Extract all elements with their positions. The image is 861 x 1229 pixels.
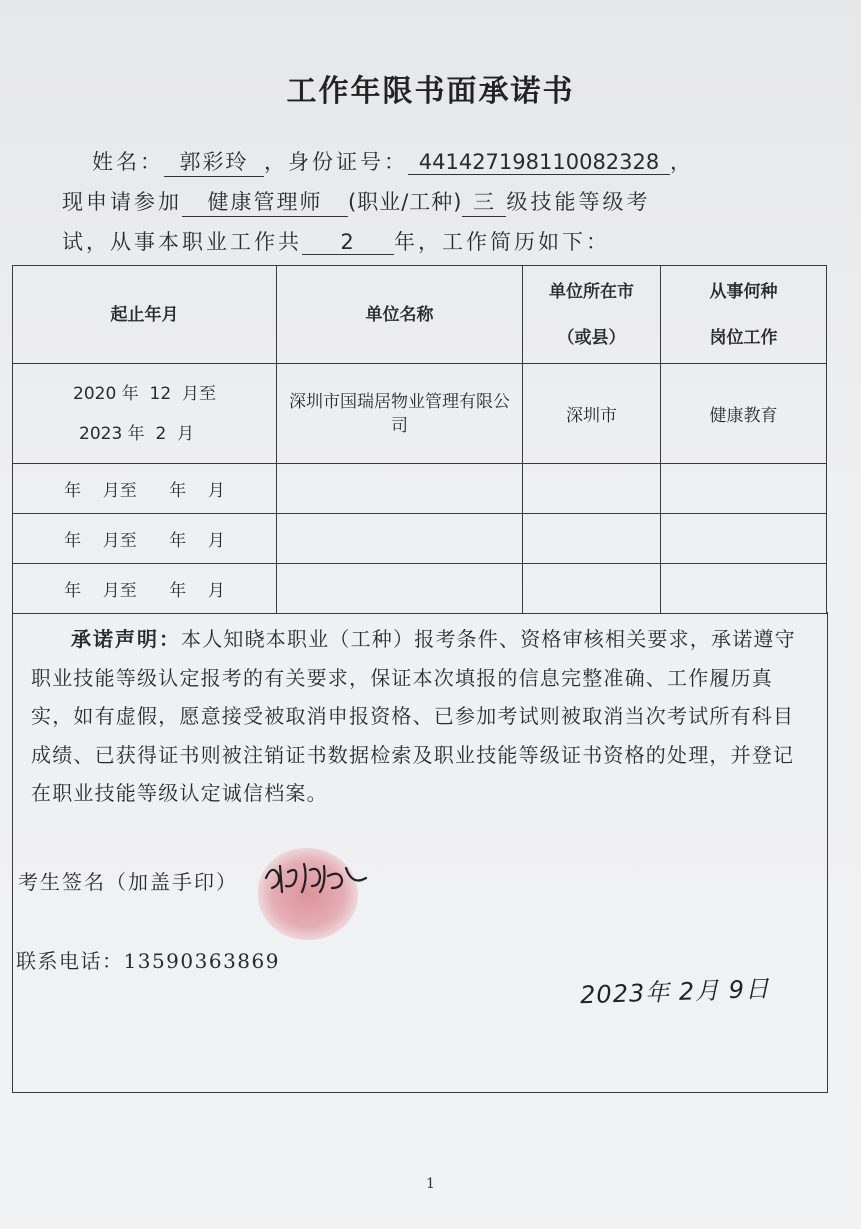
header-city — [523, 266, 661, 364]
row1-period — [13, 364, 277, 464]
header-period: 起止年月 — [13, 266, 277, 364]
phone-label: 联系电话： — [16, 949, 124, 973]
table-row — [13, 564, 827, 614]
level-value: 三 — [462, 186, 506, 217]
phone-value: 13590363869 — [123, 949, 280, 973]
name-label: 姓名： — [92, 150, 164, 174]
row2-city — [523, 464, 661, 514]
header-position-line1: 从事何种 — [709, 281, 778, 302]
intro-line-3 — [62, 226, 610, 256]
row3-position — [661, 514, 827, 564]
years-suffix: 年，工作简历如下： — [394, 230, 610, 254]
header-city-line2: （或县） — [557, 327, 626, 348]
row1-period-line2: 2023 年 2 月 — [79, 423, 195, 444]
row4-position — [661, 564, 827, 614]
table-header-row — [13, 266, 827, 364]
id-number-value: 441427198110082328 — [408, 150, 670, 175]
intro-line-2 — [62, 186, 650, 217]
occupation-suffix: (职业/工种) — [348, 190, 463, 214]
document-title: 工作年限书面承诺书 — [286, 74, 575, 109]
id-label: ，身份证号： — [264, 150, 408, 174]
years-value: 2 — [302, 230, 394, 255]
phone-line — [16, 945, 280, 974]
row1-period-line1: 2020 年 12 月至 — [73, 383, 216, 404]
intro-comma: ， — [670, 150, 694, 174]
row1-position: 健康教育 — [661, 364, 827, 464]
statement-text — [31, 620, 811, 813]
level-suffix: 级技能等级考 — [506, 190, 651, 214]
header-position — [661, 266, 827, 364]
signature-label: 考生签名（加盖手印） — [18, 870, 238, 894]
page-number: 1 — [426, 1176, 435, 1192]
row3-city — [523, 514, 661, 564]
intro-line-1 — [62, 146, 694, 177]
row2-position — [661, 464, 827, 514]
row2-company — [277, 464, 523, 514]
row2-period: 年 月至 年 月 — [13, 464, 277, 514]
table-row — [13, 464, 827, 514]
statement-label: 承诺声明： — [71, 627, 181, 651]
table-row — [13, 364, 827, 464]
work-history-table — [12, 265, 827, 614]
row3-period: 年 月至 年 月 — [13, 514, 277, 564]
table-row — [13, 514, 827, 564]
handwritten-date: 2023年 2月 9日 — [579, 974, 771, 1010]
row1-city: 深圳市 — [523, 364, 661, 464]
row1-company: 深圳市国瑞居物业管理有限公司 — [277, 364, 523, 464]
header-company: 单位名称 — [277, 266, 523, 364]
name-value: 郭彩玲 — [164, 146, 264, 177]
row4-period: 年 月至 年 月 — [13, 564, 277, 614]
statement-body: 本人知晓本职业（工种）报考条件、资格审核相关要求，承诺遵守职业技能等级认定报考的有关要求，保证本次填报的信息完整准确、工作履历真实，如有虚假，愿意接受被取消申报资格、已参加考试则被取消当次考试所有科目成绩、已获得证书则被注销证书数据检索及职业技能等级证书资格的处理，并登记在职业技能等级认定诚信档案。 — [31, 627, 796, 805]
apply-label: 现申请参加 — [62, 190, 182, 214]
statement-box — [12, 612, 828, 1093]
row4-city — [523, 564, 661, 614]
exam-prefix: 试，从事本职业工作共 — [62, 230, 302, 254]
header-city-line1: 单位所在市 — [549, 281, 634, 302]
occupation-value: 健康管理师 — [182, 186, 348, 217]
header-position-line2: 岗位工作 — [709, 327, 778, 348]
row4-company — [277, 564, 523, 614]
row3-company — [277, 514, 523, 564]
handwritten-signature — [258, 848, 378, 908]
